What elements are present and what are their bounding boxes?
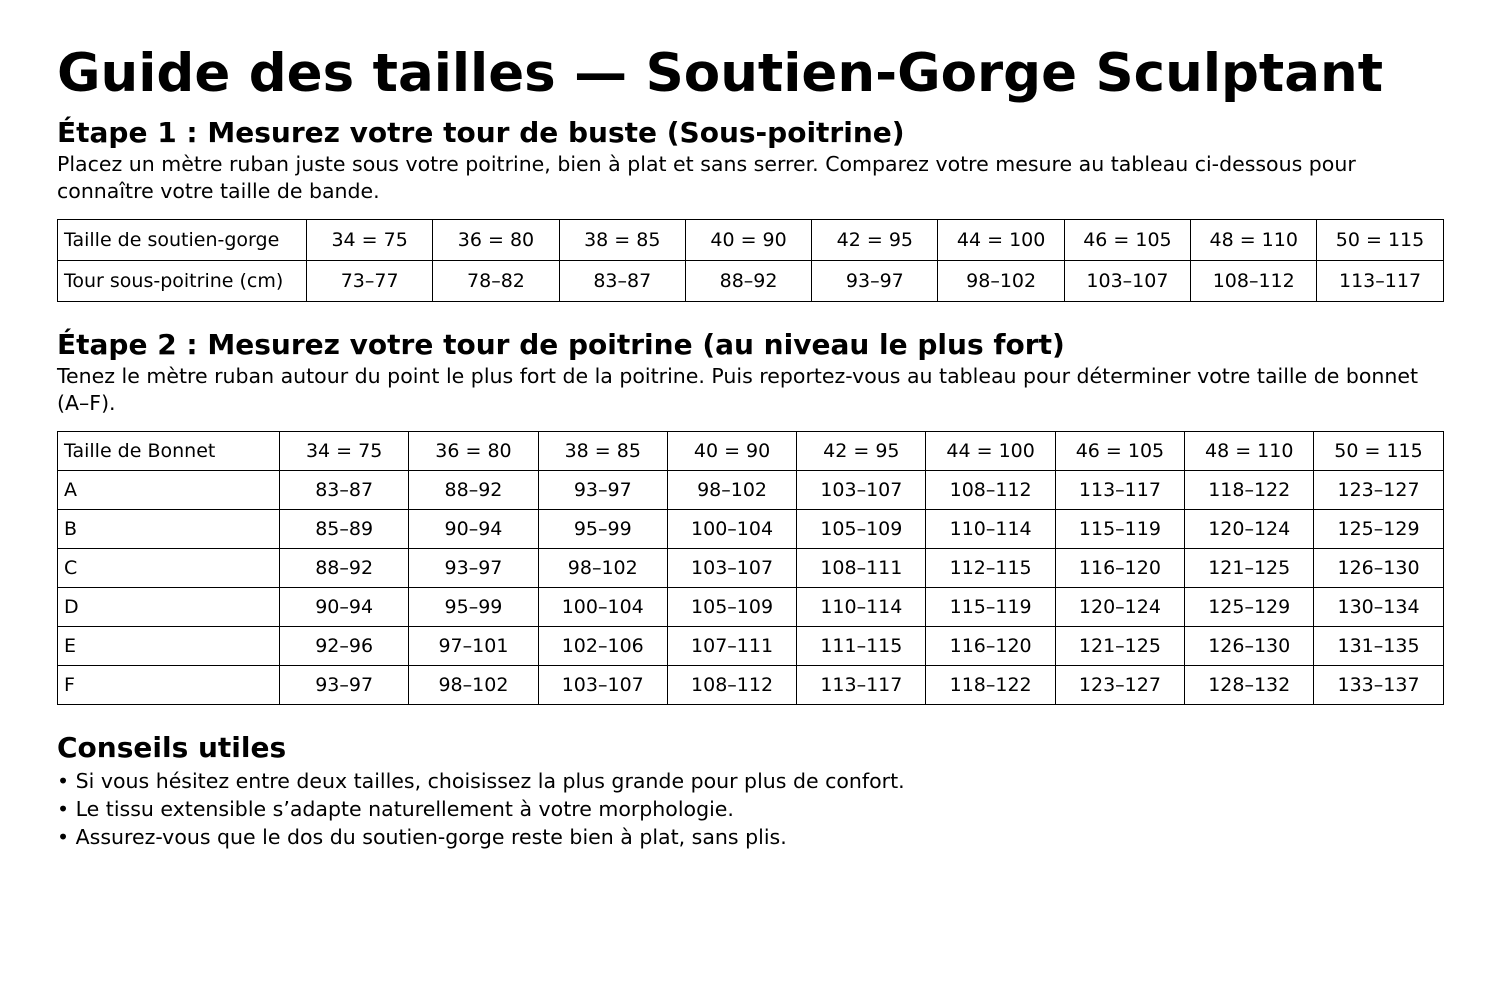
size-header-cell: 38 = 85 bbox=[559, 220, 685, 261]
measurement-cell: 110–114 bbox=[926, 510, 1055, 549]
step2-heading: Étape 2 : Mesurez votre tour de poitrine (au niveau le plus fort) bbox=[57, 328, 1065, 361]
measurement-cell: 115–119 bbox=[926, 588, 1055, 627]
cup-label-cell: C bbox=[58, 549, 280, 588]
measurement-cell: 108–111 bbox=[797, 549, 926, 588]
measurement-cell: 123–127 bbox=[1055, 666, 1184, 705]
size-header-cell: 46 = 105 bbox=[1055, 432, 1184, 471]
measurement-cell: 100–104 bbox=[667, 510, 796, 549]
measurement-cell: 98–102 bbox=[938, 261, 1064, 302]
row-label-cell: Tour sous-poitrine (cm) bbox=[58, 261, 307, 302]
measurement-cell: 93–97 bbox=[538, 471, 667, 510]
measurement-cell: 93–97 bbox=[409, 549, 538, 588]
measurement-cell: 121–125 bbox=[1185, 549, 1314, 588]
measurement-cell: 131–135 bbox=[1314, 627, 1443, 666]
measurement-cell: 130–134 bbox=[1314, 588, 1443, 627]
measurement-cell: 102–106 bbox=[538, 627, 667, 666]
size-header-cell: 42 = 95 bbox=[812, 220, 938, 261]
size-header-cell: 44 = 100 bbox=[938, 220, 1064, 261]
size-header-cell: 48 = 110 bbox=[1191, 220, 1317, 261]
measurement-cell: 83–87 bbox=[559, 261, 685, 302]
measurement-cell: 120–124 bbox=[1055, 588, 1184, 627]
measurement-cell: 125–129 bbox=[1314, 510, 1443, 549]
measurement-cell: 92–96 bbox=[280, 627, 409, 666]
size-header-cell: 48 = 110 bbox=[1185, 432, 1314, 471]
measurement-cell: 100–104 bbox=[538, 588, 667, 627]
step2-description: Tenez le mètre ruban autour du point le plus fort de la poitrine. Puis reportez-vous au tableau pour déterminer votre taille de bonnet (A–F). bbox=[57, 364, 1419, 415]
measurement-cell: 126–130 bbox=[1314, 549, 1443, 588]
measurement-cell: 93–97 bbox=[812, 261, 938, 302]
measurement-cell: 115–119 bbox=[1055, 510, 1184, 549]
cup-label-cell: F bbox=[58, 666, 280, 705]
tips-heading: Conseils utiles bbox=[57, 731, 287, 764]
measurement-cell: 105–109 bbox=[667, 588, 796, 627]
measurement-cell: 118–122 bbox=[1185, 471, 1314, 510]
tip-item: • Assurez-vous que le dos du soutien-gorge reste bien à plat, sans plis. bbox=[57, 823, 1443, 851]
measurement-cell: 97–101 bbox=[409, 627, 538, 666]
measurement-cell: 103–107 bbox=[1064, 261, 1190, 302]
header-label-cell: Taille de Bonnet bbox=[58, 432, 280, 471]
measurement-cell: 108–112 bbox=[926, 471, 1055, 510]
measurement-cell: 98–102 bbox=[409, 666, 538, 705]
page-title: Guide des tailles — Soutien-Gorge Sculptant bbox=[57, 43, 1384, 104]
size-header-cell: 38 = 85 bbox=[538, 432, 667, 471]
measurement-cell: 88–92 bbox=[280, 549, 409, 588]
cup-label-cell: E bbox=[58, 627, 280, 666]
measurement-cell: 110–114 bbox=[797, 588, 926, 627]
measurement-cell: 128–132 bbox=[1185, 666, 1314, 705]
measurement-cell: 85–89 bbox=[280, 510, 409, 549]
measurement-cell: 98–102 bbox=[538, 549, 667, 588]
tip-item: • Si vous hésitez entre deux tailles, choisissez la plus grande pour plus de confort. bbox=[57, 767, 1443, 795]
measurement-cell: 95–99 bbox=[409, 588, 538, 627]
size-header-cell: 46 = 105 bbox=[1064, 220, 1190, 261]
measurement-cell: 116–120 bbox=[1055, 549, 1184, 588]
table-row bbox=[58, 627, 1444, 666]
measurement-cell: 93–97 bbox=[280, 666, 409, 705]
measurement-cell: 108–112 bbox=[667, 666, 796, 705]
size-header-cell: 36 = 80 bbox=[433, 220, 559, 261]
measurement-cell: 98–102 bbox=[667, 471, 796, 510]
size-header-cell: 50 = 115 bbox=[1317, 220, 1443, 261]
measurement-cell: 121–125 bbox=[1055, 627, 1184, 666]
step1-description: Placez un mètre ruban juste sous votre poitrine, bien à plat et sans serrer. Comparez votre mesure au tableau ci-dessous pour connaître votre taille de bande. bbox=[57, 152, 1356, 203]
size-header-cell: 36 = 80 bbox=[409, 432, 538, 471]
table-row bbox=[58, 666, 1444, 705]
measurement-cell: 103–107 bbox=[667, 549, 796, 588]
size-header-cell: 50 = 115 bbox=[1314, 432, 1443, 471]
table-row bbox=[58, 261, 1444, 302]
size-header-cell: 42 = 95 bbox=[797, 432, 926, 471]
measurement-cell: 105–109 bbox=[797, 510, 926, 549]
table-row bbox=[58, 549, 1444, 588]
measurement-cell: 88–92 bbox=[409, 471, 538, 510]
measurement-cell: 113–117 bbox=[1317, 261, 1443, 302]
cup-label-cell: D bbox=[58, 588, 280, 627]
step1-section bbox=[57, 116, 1443, 302]
table-row bbox=[58, 471, 1444, 510]
size-header-cell: 40 = 90 bbox=[685, 220, 811, 261]
tips-list bbox=[57, 767, 1443, 851]
table-row bbox=[58, 588, 1444, 627]
band-size-table bbox=[57, 219, 1444, 302]
table-row bbox=[58, 510, 1444, 549]
measurement-cell: 107–111 bbox=[667, 627, 796, 666]
measurement-cell: 108–112 bbox=[1191, 261, 1317, 302]
cup-size-table bbox=[57, 431, 1444, 705]
size-header-cell: 34 = 75 bbox=[280, 432, 409, 471]
measurement-cell: 103–107 bbox=[797, 471, 926, 510]
measurement-cell: 118–122 bbox=[926, 666, 1055, 705]
measurement-cell: 116–120 bbox=[926, 627, 1055, 666]
measurement-cell: 103–107 bbox=[538, 666, 667, 705]
table-header-row bbox=[58, 220, 1444, 261]
measurement-cell: 78–82 bbox=[433, 261, 559, 302]
measurement-cell: 125–129 bbox=[1185, 588, 1314, 627]
measurement-cell: 113–117 bbox=[797, 666, 926, 705]
measurement-cell: 120–124 bbox=[1185, 510, 1314, 549]
measurement-cell: 73–77 bbox=[307, 261, 433, 302]
step1-heading: Étape 1 : Mesurez votre tour de buste (Sous-poitrine) bbox=[57, 116, 905, 149]
measurement-cell: 90–94 bbox=[280, 588, 409, 627]
measurement-cell: 111–115 bbox=[797, 627, 926, 666]
cup-label-cell: A bbox=[58, 471, 280, 510]
measurement-cell: 133–137 bbox=[1314, 666, 1443, 705]
table-header-row bbox=[58, 432, 1444, 471]
measurement-cell: 112–115 bbox=[926, 549, 1055, 588]
measurement-cell: 123–127 bbox=[1314, 471, 1443, 510]
tip-item: • Le tissu extensible s’adapte naturellement à votre morphologie. bbox=[57, 795, 1443, 823]
measurement-cell: 113–117 bbox=[1055, 471, 1184, 510]
header-label-cell: Taille de soutien-gorge bbox=[58, 220, 307, 261]
measurement-cell: 126–130 bbox=[1185, 627, 1314, 666]
measurement-cell: 83–87 bbox=[280, 471, 409, 510]
tips-section bbox=[57, 731, 1443, 851]
size-header-cell: 44 = 100 bbox=[926, 432, 1055, 471]
cup-label-cell: B bbox=[58, 510, 280, 549]
step2-section bbox=[57, 328, 1443, 705]
size-header-cell: 40 = 90 bbox=[667, 432, 796, 471]
measurement-cell: 88–92 bbox=[685, 261, 811, 302]
measurement-cell: 90–94 bbox=[409, 510, 538, 549]
measurement-cell: 95–99 bbox=[538, 510, 667, 549]
size-header-cell: 34 = 75 bbox=[307, 220, 433, 261]
